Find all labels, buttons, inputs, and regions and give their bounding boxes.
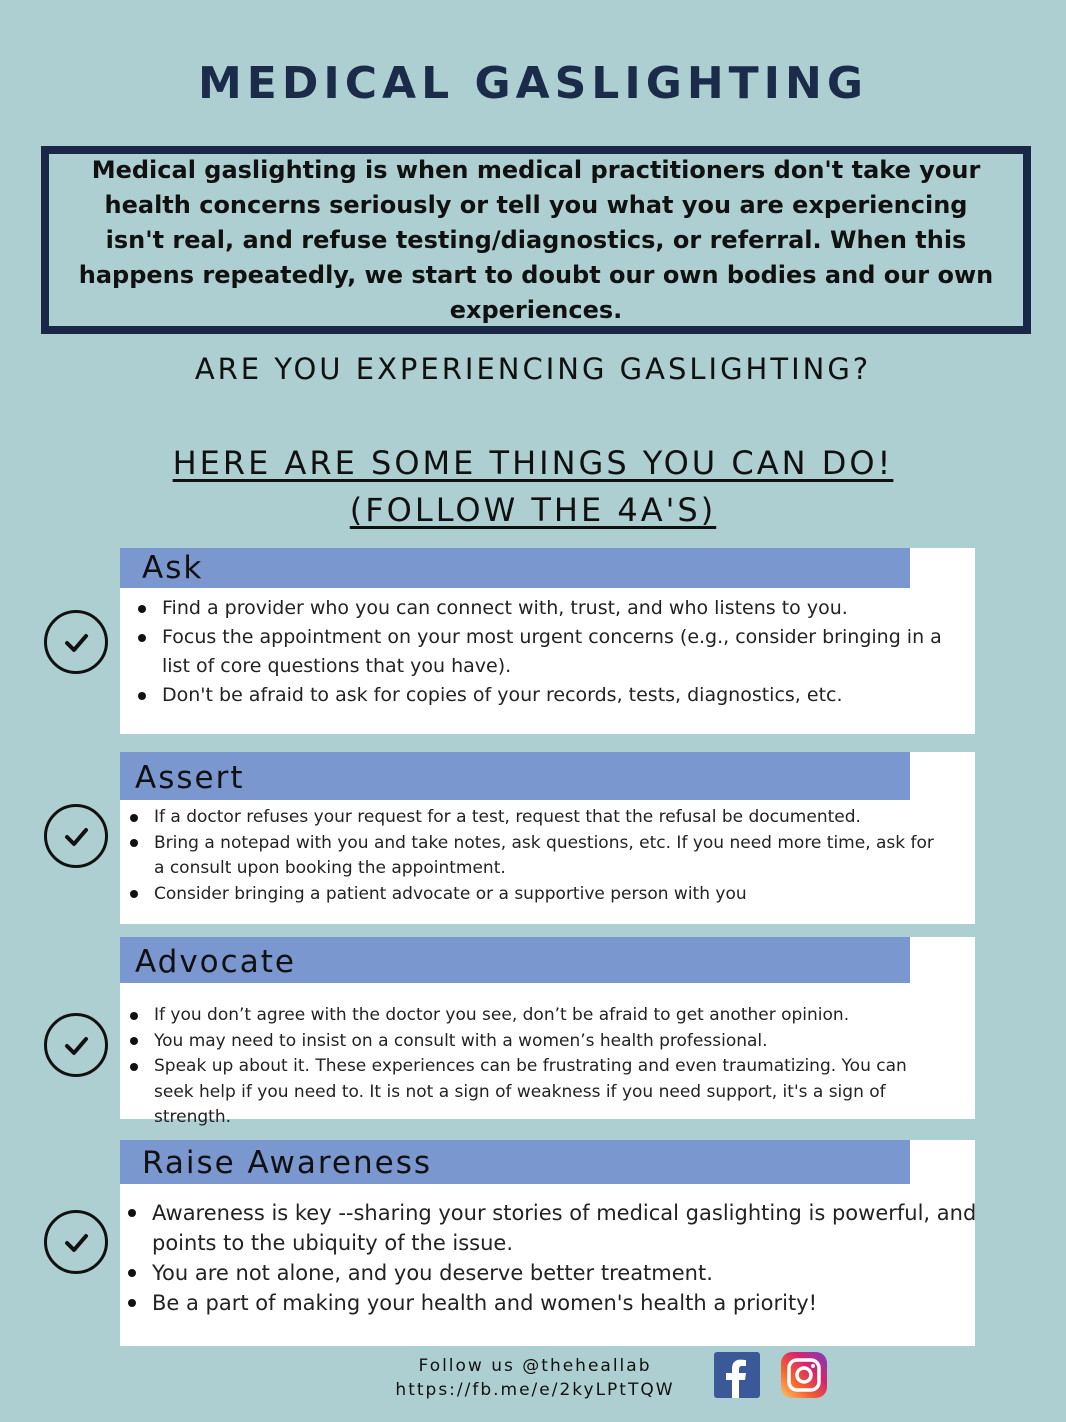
section-header-assert — [120, 752, 910, 800]
list-item: Focus the appointment on your most urgent concerns (e.g., consider bringing in a list of core questions that you have). — [162, 623, 962, 681]
section-header-advocate — [120, 937, 910, 983]
event-link[interactable]: https://fb.me/e/2kyLPtTQW — [395, 1380, 675, 1400]
definition-box — [41, 146, 1031, 334]
checkmark-icon — [44, 610, 108, 674]
section-heading: Raise Awareness — [142, 1145, 433, 1181]
list-item: Bring a notepad with you and take notes, ask questions, etc. If you need more time, ask for a consult upon booking the appointment. — [154, 831, 944, 882]
section-heading: Ask — [142, 550, 204, 586]
section-header-ask — [120, 548, 910, 588]
section-heading: Advocate — [135, 944, 296, 980]
list-item: Don't be afraid to ask for copies of your records, tests, diagnostics, etc. — [162, 681, 962, 710]
list-item: Speak up about it. These experiences can be frustrating and even traumatizing. You can seek help if you need to. It is not a sign of weakness if you need support, it's a sign of strength. — [154, 1054, 944, 1131]
subheading-line-2: (FOLLOW THE 4A'S) — [349, 491, 717, 529]
list-item: Consider bringing a patient advocate or a supportive person with you — [154, 882, 944, 908]
list-item: If you don’t agree with the doctor you see, don’t be afraid to get another opinion. — [154, 1003, 944, 1029]
footer — [360, 1354, 710, 1402]
section-card-ask — [120, 548, 975, 734]
section-list — [120, 594, 962, 710]
question-heading: ARE YOU EXPERIENCING GASLIGHTING? — [194, 352, 872, 386]
subheading — [0, 440, 1066, 534]
section-header-raise-awareness — [120, 1140, 910, 1184]
list-item: Awareness is key --sharing your stories of medical gaslighting is powerful, and points to the ubiquity of the issue. — [152, 1198, 982, 1258]
section-card-assert — [120, 752, 975, 924]
section-card-advocate — [120, 937, 975, 1127]
follow-text: Follow us @theheallab — [418, 1356, 652, 1376]
checkmark-icon — [44, 804, 108, 868]
list-item: Be a part of making your health and women's health a priority! — [152, 1288, 982, 1318]
list-item: If a doctor refuses your request for a test, request that the refusal be documented. — [154, 805, 944, 831]
section-card-raise-awareness — [120, 1140, 975, 1346]
section-list — [120, 1003, 944, 1131]
definition-text: Medical gaslighting is when medical practitioners don't take your health concerns seriously or tell you what you are experiencing isn't real, and refuse testing/diagnostics, or referral. When this happens repeatedly, we start to doubt our own bodies and our own experiences. — [78, 155, 994, 324]
facebook-icon[interactable] — [714, 1352, 760, 1398]
list-item: You are not alone, and you deserve better treatment. — [152, 1258, 982, 1288]
instagram-icon[interactable] — [780, 1352, 826, 1398]
page-title: MEDICAL GASLIGHTING — [198, 58, 868, 109]
section-heading: Assert — [135, 760, 245, 796]
list-item: Find a provider who you can connect with, trust, and who listens to you. — [162, 594, 962, 623]
section-list — [120, 805, 944, 907]
section-list — [120, 1198, 982, 1318]
list-item: You may need to insist on a consult with a women’s health professional. — [154, 1029, 944, 1055]
checkmark-icon — [44, 1210, 108, 1274]
subheading-line-1: HERE ARE SOME THINGS YOU CAN DO! — [172, 444, 894, 482]
checkmark-icon — [44, 1013, 108, 1077]
